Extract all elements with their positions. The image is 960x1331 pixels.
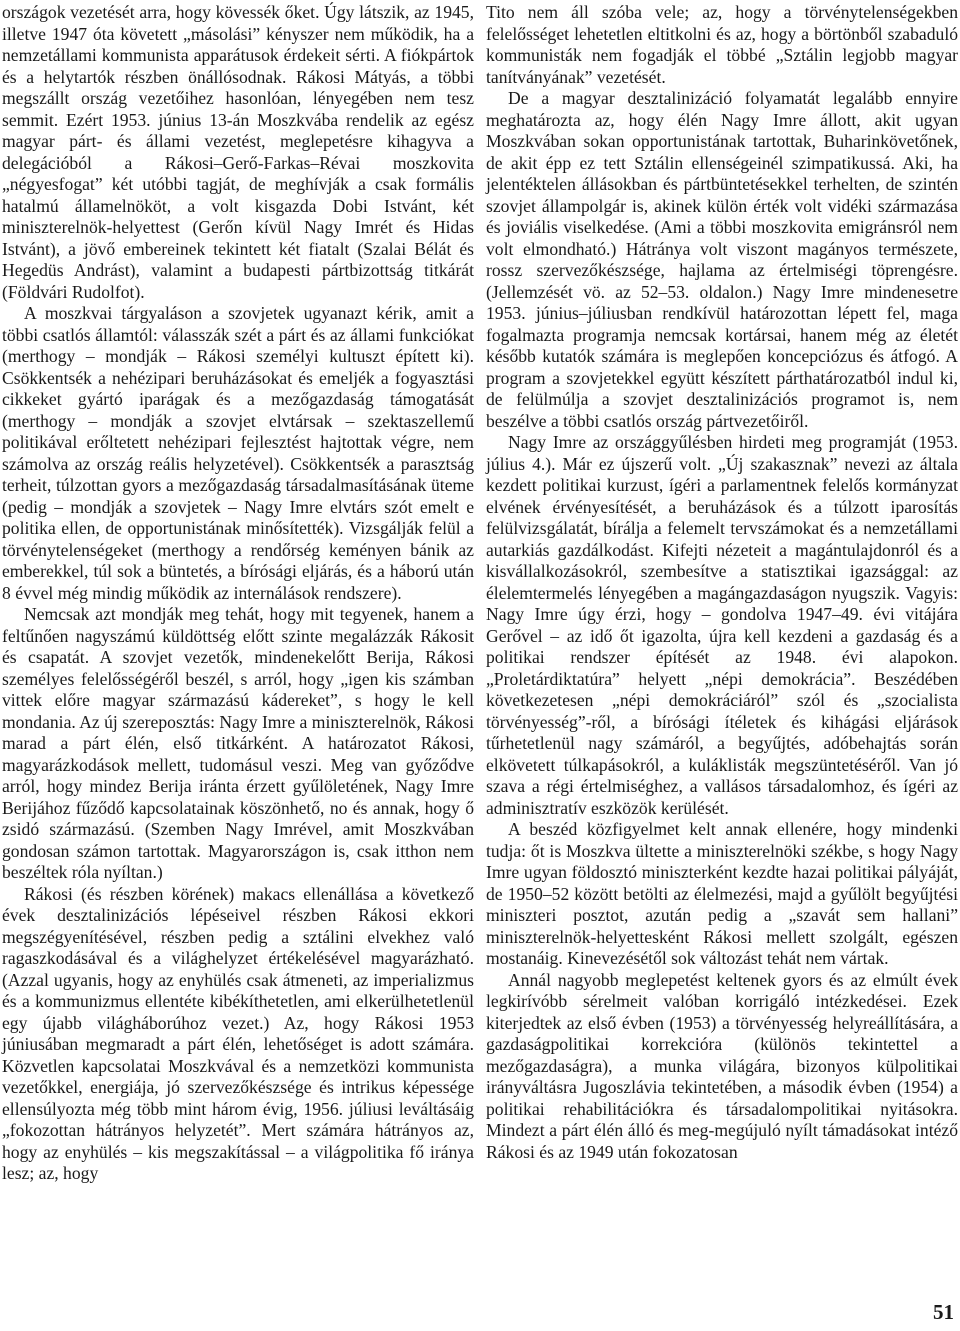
paragraph: A moszkvai tárgyaláson a szovjetek ugyanazt kérik, amit a többi csatlós államtól: válasszák szét a párt és az állami funkciókat (merthogy – mondják – Rákosi személyi kultuszt épített ki). Csökkentsék a nehézipari beruházásokat és emeljék a fogyasztási cikkeket gyártó iparágak és a mezőgazdaság támogatását (merthogy – mondják a szovjet elvtársak – szektaszellemű politikával erőltetett nehézipari fejlesztést hajtottak végre, nem számolva az ország reális helyzetével). Csökkentsék a parasztság terheit, túlzottan gyors a mezőgazdaság társadalmasításának üteme (pedig – mondják a szovjetek – Nagy Imre elvtárs szót emelt e politika ellen, de opportunistának minősítették). Vizsgálják felül a törvénytelenségeket (merthogy a rendőrség keményen bánik az emberekkel, túl sok a büntetés, a bírósági eljárás, és a háború után 8 évvel még mindig működik az internálások rendszere). — [2, 303, 474, 603]
left-text-column — [2, 2, 474, 1185]
paragraph: De a magyar desztalinizáció folyamatát legalább ennyire meghatározta az, hogy élén Nagy Imre állott, akit ugyan Moszkvában sokan opportunistának tartottak, Buharinkövetőnek, de akit épp ez tett Sztálin ellenségeinél szimpatikussá. Aki, ha jelentéktelen állásokban és pártbüntetésekkel terhelten, de szintén szovjet állampolgár is, akinek külön érték volt vidéki származása és joviális viselkedése. (Ami a többi moszkovita emigránsról nem volt elmondható.) Hátránya volt viszont magányos természete, rossz szervezőkészsége, hajlama az értelmiségi töprengésre. (Jellemzését vö. az 52–53. oldalon.) Nagy Imre mindenesetre 1953. június–júliusban rendkívül határozottan lépett fel, maga fogalmazta programja nemcsak kortársai, hanem még az életét később kutatók számára is meglepően koncepciózus és átfogó. A program a szovjetekkel együtt készített párthatározatból indul ki, de felülmúlja a szovjet desztalinizációs programot is, nem beszélve a többi csatlós ország pártvezetőiről. — [486, 88, 958, 431]
paragraph: Tito nem áll szóba vele; az, hogy a törvénytelenségekben felelősséget lehetetlen eltitkolni és az, hogy a börtönből szabaduló kommunisták nem fogadják el többé „Sztálin legjobb magyar tanítványának” vezetését. — [486, 2, 958, 87]
right-text-column — [486, 2, 958, 1163]
paragraph: Nagy Imre az országgyűlésben hirdeti meg programját (1953. július 4.). Már ez újszerű volt. „Új szakasznak” nevezi az általa kezdett politikai kurzust, ígéri a parlamentnek felelős kormányzat elvének érvényesítését, a beruházások és a túlzott iparosítás felülvizsgálatát, bírálja a felemelt tervszámokat és a nemzetállami autarkiás gazdálkodást. Kifejti nézeteit a magántulajdonról és a kisvállalkozásokról, szembesítve a statisztikai igazsággal: az élelemtermelés lényegében a magángazdaságon nyugszik. Vagyis: Nagy Imre úgy érzi, hogy – gondolva 1947–49. évi vitájára Gerővel – az idő őt igazolta, újra kell kezdeni a gazdaság és a politikai rendszer építését az 1948. évi alapokon. „Proletárdiktatúra” helyett „népi demokrácia”. Beszédében következetesen „népi demokráciáról” szól és „szocialista törvényesség”-ről, a bírósági ítéletek és kihágási eljárások tűrhetetlenül nagy számáról, a begyűjtés, adóbehajtás során elkövetett túlkapásokról, a kuláklisták megszüntetéséről. Van jó szava a régi értelmiséghez, a vallásos társadalomhoz, és ígéri az adminisztratív eszközök kerülését. — [486, 432, 958, 818]
page-number: 51 — [933, 1300, 954, 1324]
paragraph: Annál nagyobb meglepetést keltenek gyors és az elmúlt évek legkirívóbb sérelmeit valóban korrigáló intézkedései. Ezek kiterjedtek az első évben (1953) a törvényesség helyreállítására, a gazdaságpolitikai korrekcióra (különös tekintettel a mezőgazdaságra), a munka világára, bizonyos külpolitikai irányváltásra Jugoszlávia tekintetében, a második évben (1954) a politikai rehabilitációkra és társadalompolitikai nyitásokra. Mindezt a párt élén álló és meg-megújuló nyílt támadásokat intéző Rákosi és az 1949 után fokozatosan — [486, 969, 958, 1162]
paragraph: Rákosi (és részben körének) makacs ellenállása a következő évek desztalinizációs lépéseivel részben Rákosi ekkori megszégyenítésével, részben pedig a sztálini elvekhez való ragaszkodásával és a világhelyzet értékelésével magyarázható. (Azzal ugyanis, hogy az enyhülés csak átmeneti, az imperializmus és a kommunizmus ellentéte kibékíthetetlen, ami elkerülhetetlenül egy újabb világháborúhoz vezet.) Az, hogy Rákosi 1953 júniusában megmaradt a párt élén, lehetőséget is adott számára. Közvetlen kapcsolatai Moszkvával és a nemzetközi kommunista vezetőkkel, energiája, jó szervezőkészsége és intrikus képessége ellensúlyozta még több mint három évig, 1956. júliusi leváltásáig „fokozottan hátrányos helyzetét”. Mert számára hátrányos az, hogy az enyhülés – kis megszakítással – a világpolitika fő iránya lesz; az, hogy — [2, 883, 474, 1183]
paragraph: országok vezetését arra, hogy kövessék őket. Úgy látszik, az 1945, illetve 1947 óta követett „másolási” kényszer nem működik, ha a nemzetállami kommunista apparátusok érdekeit sérti. A fiókpártok és a helytartók részben önállósodnak. Rákosi Mátyás, a többi megszállt ország vezetőihez hasonlóan, lényegében nem tesz semmit. Ezért 1953. június 13-án Moszkvába rendelik az egész magyar párt- és állami vezetést, meglepetésre kihagyva a delegációból a Rákosi–Gerő-Farkas–Révai moszkovita „négyesfogat” két utóbbi tagját, de meghívják a csak formális hatalmú államelnököt, a volt kisgazda Dobi Istvánt, két miniszterelnök-helyettest (Gerőn kívül Nagy Imrét és Hidas Istvánt), a jövő embereinek tekintett két fiatalt (Szalai Bélát és Hegedüs Andrást), valamint a budapesti pártbizottság titkárát (Földvári Rudolfot). — [2, 2, 474, 302]
paragraph: A beszéd közfigyelmet kelt annak ellenére, hogy mindenki tudja: őt is Moszkva ültette a miniszterelnöki székbe, s hogy Nagy Imre ugyan földosztó miniszterként kezdte hazai politikai pályáját, de 1950–52 között betölti az élelmezési, majd a gyűlölt begyűjtési miniszteri posztot, azután pedig a „szavát sem hallani” miniszterelnök-helyettesként Rákosi mellett szolgált, egészen mostanáig. Kinevezésétől sok változást tehát nem vártak. — [486, 819, 958, 968]
paragraph: Nemcsak azt mondják meg tehát, hogy mit tegyenek, hanem a feltűnően nagyszámú küldöttség előtt szinte megalázzák Rákosit és csapatát. A szovjet vezetők, mindenekelőtt Berija, Rákosi személyes felelősségéről beszél, s arról, hogy „igen kis számban vittek előre magyar származású kádereket”, s hogy le kell mondania. Az új szereposztás: Nagy Imre a miniszterelnök, Rákosi marad a párt élén, első titkárként. A határozatot Rákosi, magyarázkodások mellett, tudomásul veszi. Meg van győződve arról, hogy mindez Berija iránta érzett gyűlöletének, Nagy Imre Berijához fűződő kapcsolatainak köszönhető, no és annak, hogy ő zsidó származású. (Szemben Nagy Imrével, amit Moszkvában gondosan számon tartottak. Magyarországon is, csak itthon nem beszéltek róla nyíltan.) — [2, 604, 474, 882]
